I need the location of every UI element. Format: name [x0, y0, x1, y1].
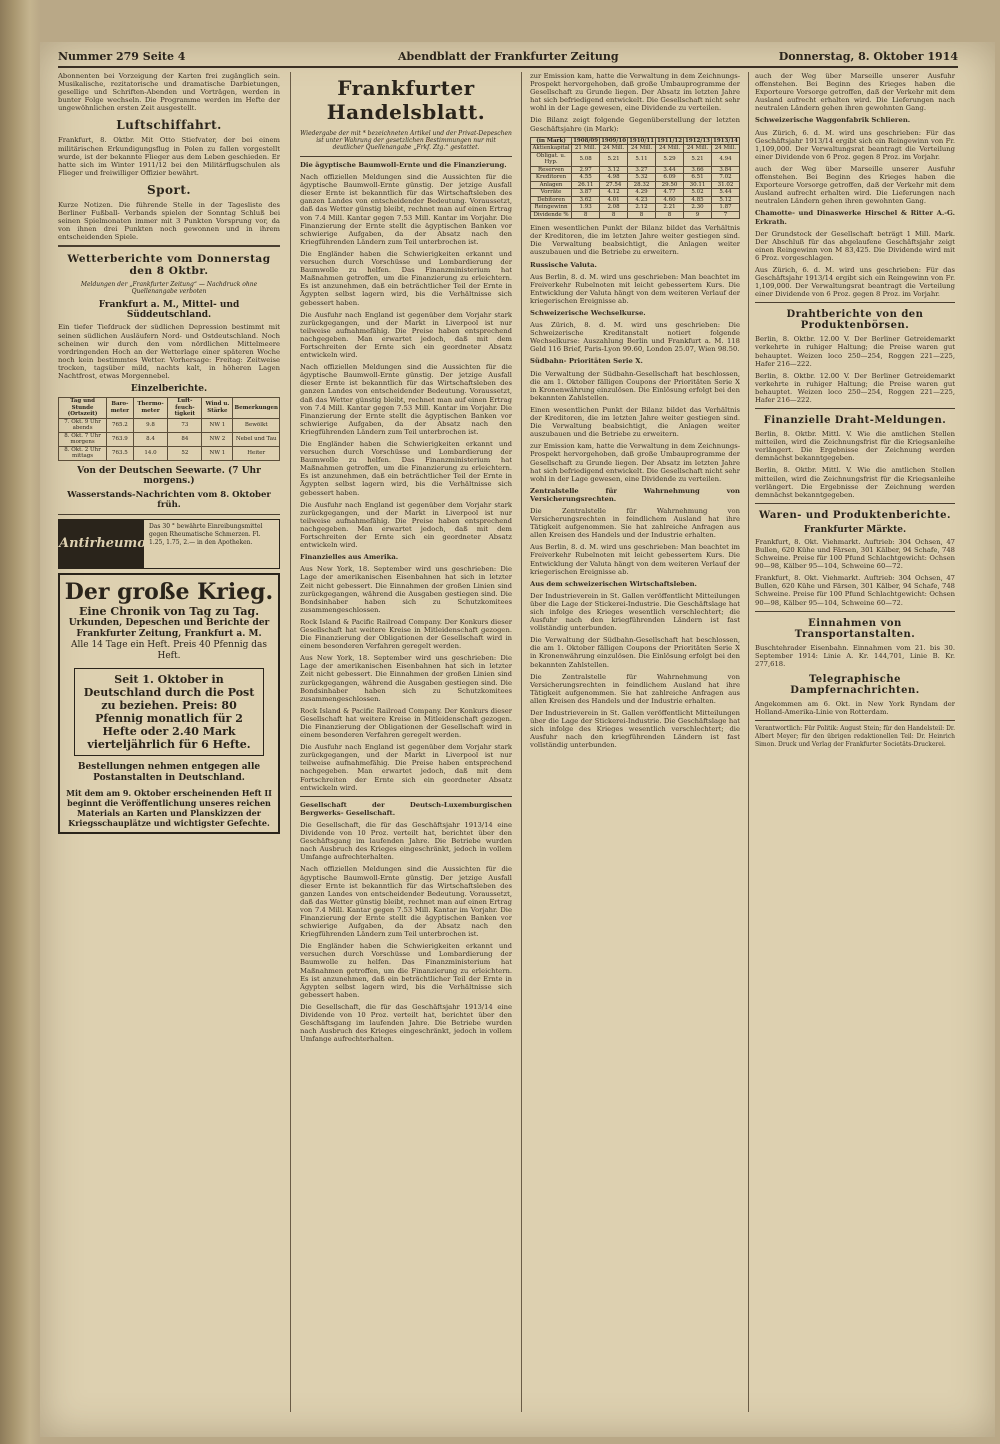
article-headline: Schweizerische Wechselkurse.: [530, 309, 646, 317]
table-cell: 26.11: [572, 181, 600, 189]
table-cell: 5.32: [628, 174, 656, 182]
article-text: Aus Berlin, 8. d. M. wird uns geschrieben: Man beachtet im Freiverkehr Rubelnoten mit leicht gebessertem Kurs. Die Entwicklung der Valuta hängt von dem weiteren Verlauf der kriegerischen Ereignisse ab.: [530, 543, 740, 576]
table-header: 1910/11: [629, 137, 655, 144]
table-cell: 9: [684, 211, 712, 219]
section-heading: Drahtberichte von den Produktenbörsen.: [786, 309, 924, 332]
table-header: 1909/10: [601, 137, 627, 144]
weather-region: Frankfurt a. M., Mittel- und Süddeutschland.: [98, 300, 240, 321]
section-heading: Sport.: [146, 182, 192, 197]
article-text: Aus Zürich, 6. d. M. wird uns geschrieben: Für das Geschäftsjahr 1913/14 ergibt sich ein Reingewinn von Fr. 1,109,000. Der Verwaltungsrat beantragt die Verteilung einer Dividende von 6 Proz. gegen 8 Proz. im Vorjahr.: [755, 265, 955, 299]
table-cell: 5.21: [684, 152, 712, 166]
table-cell: 9.8: [133, 418, 168, 432]
section-heading: Einnahmen von Transportanstalten.: [794, 617, 916, 640]
table-cell: 24 Mill.: [684, 145, 712, 153]
table-cell: 31.02: [712, 181, 740, 189]
book-advertisement: [58, 573, 280, 834]
article-text: Berlin, 8. Oktbr. Mittl. V. Wie die amtlichen Stellen mitteilen, wird die Zeichnungsfrist für die Kriegsanleihe verlängert. Die Ergebnisse der Zeichnung werden demnächst bekanntgegeben.: [755, 430, 955, 463]
divider: [755, 302, 955, 303]
table-cell: 8.4: [133, 432, 168, 446]
table-row: [531, 166, 740, 174]
article-text: Die Engländer haben die Schwierigkeiten erkannt und versuchen durch Vorschüsse und Lombardierung der Baumwolle zu helfen. Das Finanzministerium hat Maßnahmen getroffen, um die Finanzierung zu erleichtern. Es ist anzunehmen, daß ein beträchtlicher Teil der Ernte in Ägypten selbst lagern wird, bis die Verhältnisse sich gebessert haben.: [300, 942, 512, 999]
article-text: Kurze Notizen. Die führende Stelle in der Tagesliste des Berliner Fußball- Verbands spielen der Sonntag Schluß bei seinen Spielmonaten immer mit 3 Punkten Vorsprung vor, da von ihnen drei Punkten noch gewonnen und in ihrem entscheidenden Spiele.: [58, 200, 280, 242]
table-cell: 5.12: [712, 196, 740, 204]
article-text: zur Emission kam, hatte die Verwaltung in dem Zeichnungs-Prospekt hervorgehoben, daß große Umbauprogramme der Gesellschaft zu Grunde liegen. Der Absatz im letzten Jahre hat sich befriedigend entwickelt. Die Gesellschaft nicht sehr wohl in der Lage gewesen, eine Dividende zu verteilen.: [530, 442, 740, 483]
table-cell: Dividende %: [531, 211, 572, 219]
table-header: Bemerkungen: [233, 398, 280, 419]
article-text: Frankfurt, 8. Okt. Viehmarkt. Auftrieb: 304 Ochsen, 47 Bullen, 620 Kühe und Färsen, 301 Kälber, 94 Schafe, 748 Schweine. Preise für 100 Pfund Schlachtgewicht: Ochsen 90—98, Kälber 95—104, Schweine 60—72.: [755, 537, 955, 571]
article-text: auch der Weg über Marseille unserer Ausfuhr offenstehen. Bei Beginn des Krieges haben die Exporteure Vorsorge getroffen, daß der Verkehr mit dem Ausland aufrecht erhalten wird. Die Lieferungen nach neutralen Ländern gehen ihren gewohnten Gang.: [755, 164, 955, 206]
table-cell: 7: [712, 211, 740, 219]
ad-title: Der große Krieg.: [64, 578, 274, 605]
table-cell: 765.2: [107, 418, 133, 432]
article-text: Die Engländer haben die Schwierigkeiten erkannt und versuchen durch Vorschüsse und Lombardierung der Baumwolle zu helfen. Das Finanzministerium hat Maßnahmen getroffen, um die Finanzierung zu erleichtern. Es ist anzunehmen, daß ein beträchtlicher Teil der Ernte in Ägypten selbst lagern wird, bis die Verhältnisse sich gebessert haben.: [300, 249, 512, 307]
table-cell: 5.08: [572, 152, 600, 166]
imprint: Verantwortlich: Für Politik: August Stein; für den Handelsteil: Dr. Albert Meyer; für den übrigen redaktionellen Teil: Dr. Heinrich Simon. Druck und Verlag der Frankfurter Societäts-Druckerei.: [755, 725, 955, 749]
divider: [755, 720, 955, 721]
article-text: Die Ausfuhr nach England ist gegenüber dem Vorjahr stark zurückgegangen, und der Markt in Liverpool ist nur teilweise aufnahmefähig. Die Preise haben entsprechend nachgegeben. Man erwartet jedoch, daß mit dem Fortschreiten der Ernte sich ein geordneter Absatz entwickeln wird.: [300, 310, 512, 360]
table-cell: 8: [600, 211, 628, 219]
table-cell: 4.55: [572, 174, 600, 182]
masthead: [58, 50, 958, 66]
table-row: [531, 174, 740, 182]
table-cell: Reserven: [531, 166, 572, 174]
divider: [755, 503, 955, 504]
ad-brand: Antirheumol: [59, 520, 144, 568]
divider: [755, 611, 955, 612]
table-cell: 30.11: [684, 181, 712, 189]
table-row: [531, 196, 740, 204]
table-row: [531, 204, 740, 212]
article-text: Aus Zürich, 6. d. M. wird uns geschrieben: Für das Geschäftsjahr 1913/14 ergibt sich ein Reingewinn von Fr. 1,109,000. Der Verwaltungsrat beantragt die Verteilung einer Dividende von 6 Proz. gegen 8 Proz. im Vorjahr.: [755, 128, 955, 161]
article-text: Frankfurt, 8. Okt. Viehmarkt. Auftrieb: 304 Ochsen, 47 Bullen, 620 Kühe und Färsen, 301 Kälber, 94 Schafe, 748 Schweine. Preise für 100 Pfund Schlachtgewicht: Ochsen 90—98, Kälber 95—104, Schweine 60—72.: [755, 574, 955, 607]
table-cell: 4.23: [628, 196, 656, 204]
article-text: Nach offiziellen Meldungen sind die Aussichten für die ägyptische Baumwoll-Ernte günstig. Der jetzige Ausfall dieser Ernte ist bekanntlich für das Wirtschaftsleben des ganzen Landes von entscheidender Bedeutung. Voraussetzt, daß das Wetter günstig bleibt, rechnet man auf einen Ertrag von 7.4 Mill. Kantar gegen 7.53 Mill. Kantar im Vorjahr. Die Finanzierung der Ernte stellt die ägyptischen Banken vor schwierige Aufgaben, da der Absatz nach den Kriegführenden Ländern zum Teil unterbrochen ist.: [300, 363, 512, 436]
article-text: Die Bilanz zeigt folgende Gegenüberstellung der letzten Geschäftsjahre (in Mark):: [530, 116, 740, 133]
table-header: 1912/13: [685, 137, 711, 144]
table-cell: Vorräte: [531, 189, 572, 197]
table-cell: 2.30: [684, 204, 712, 212]
article-text: Aus New York, 18. September wird uns geschrieben: Die Lage der amerikanischen Eisenbahnen hat sich in letzter Zeit nicht gebessert. Die Einnahmen der großen Linien sind zurückgegangen, während die Ausgaben gestiegen sind. Die Bondsinhaber haben sich zu Schutzkomitees zusammengeschlossen.: [300, 565, 512, 614]
article-text: Die Verwaltung der Südbahn-Gesellschaft hat beschlossen, die am 1. Oktober fälligen Coupons der Prioritäten Serie X in Kronenwährung einzulösen. Die Einlösung erfolgt bei den bekannten Zahlstellen.: [530, 369, 740, 402]
article-text: Aus New York, 18. September wird uns geschrieben: Die Lage der amerikanischen Eisenbahnen hat sich in letzter Zeit nicht gebessert. Die Einnahmen der großen Linien sind zurückgegangen, während die Ausgaben gestiegen sind. Die Bondsinhaber haben sich zu Schutzkomitees zusammengeschlossen.: [300, 654, 512, 703]
table-cell: 3.62: [572, 196, 600, 204]
table-cell: Aktienkapital: [532, 145, 570, 152]
table-cell: Heiter: [233, 446, 280, 460]
article-text: Die Gesellschaft, die für das Geschäftsjahr 1913/14 eine Dividende von 10 Proz. verteilt hat, berichtet über den Geschäftsgang im laufenden Jahre. Die Betriebe wurden nach Ausbruch des Krieges eingeschränkt, jedoch in vollem Umfange aufrechterhalten.: [300, 1002, 512, 1044]
table-cell: 4.94: [712, 152, 740, 166]
table-header: Luft-feuch-tigkeit: [168, 398, 202, 419]
table-cell: 4.77: [656, 189, 684, 197]
table-cell: 52: [168, 446, 202, 460]
table-cell: 5.29: [656, 152, 684, 166]
table-cell: 4.98: [600, 174, 628, 182]
table-row: [59, 432, 280, 446]
table-cell: 21 Mill.: [572, 145, 600, 153]
weather-subtitle: Meldungen der „Frankfurter Zeitung“ — Nachdruck ohne Quellenangabe verboten: [80, 281, 258, 296]
table-cell: 2.21: [656, 204, 684, 212]
table-cell: 3.12: [600, 166, 628, 174]
table-cell: 3.66: [684, 166, 712, 174]
table-cell: Bewölkt: [233, 418, 280, 432]
table-cell: 3.44: [656, 166, 684, 174]
table-row: [59, 446, 280, 460]
table-cell: Reingewinn: [531, 204, 572, 212]
section-heading: Waren- und Produktenberichte.: [758, 509, 952, 521]
column-divider: [748, 72, 749, 1412]
table-cell: 763.5: [107, 446, 133, 460]
table-cell: Debitoren: [531, 196, 572, 204]
column-1: [58, 72, 280, 1412]
table-cell: NW 2: [202, 432, 233, 446]
divider: [755, 408, 955, 409]
table-cell: 6.09: [656, 174, 684, 182]
article-text: Nach offiziellen Meldungen sind die Aussichten für die ägyptische Baumwoll-Ernte günstig. Der jetzige Ausfall dieser Ernte ist bekanntlich für das Wirtschaftsleben des ganzen Landes von entscheidender Bedeutung. Voraussetzt, daß das Wetter günstig bleibt, rechnet man auf einen Ertrag von 7.4 Mill. Kantar gegen 7.53 Mill. Kantar im Vorjahr. Die Finanzierung der Ernte stellt die ägyptischen Banken vor schwierige Aufgaben, da der Absatz nach den Kriegführenden Ländern zum Teil unterbrochen ist.: [300, 173, 512, 246]
table-cell: 27.54: [600, 181, 628, 189]
article-text: Angekommen am 6. Okt. in New York Ryndam der Holland-Amerika-Linie von Rotterdam.: [755, 699, 955, 716]
table-cell: 4.29: [628, 189, 656, 197]
table-cell: 3.87: [572, 189, 600, 197]
table-cell: 24 Mill.: [656, 145, 684, 153]
article-text: Aus Zürich, 8. d. M. wird uns geschrieben: Die Schweizerische Kreditanstalt notiert folgende Wechselkurse: Auszahlung Berlin und Frankfurt a. M. 118 Geld 116 Brief, Paris-Lyon 99.60, London 25.07, Wien 98.50.: [530, 321, 740, 354]
table-header: Wind u. Stärke: [202, 398, 233, 419]
table-cell: Obligat. u. Hyp.: [531, 152, 572, 166]
table-cell: 2.08: [600, 204, 628, 212]
subsection-heading: Frankfurter Märkte.: [803, 524, 907, 535]
table-cell: Kreditoren: [531, 174, 572, 182]
masthead-rule: [58, 66, 958, 68]
divider: [300, 796, 512, 797]
table-row: [531, 189, 740, 197]
table-cell: 29.50: [656, 181, 684, 189]
page-binding: [0, 0, 40, 1444]
article-text: Einen wesentlichen Punkt der Bilanz bildet das Verhältnis der Kreditoren, die im letzten Jahre weiter gestiegen sind. Die Verwaltung beabsichtigt, die Anlagen weiter auszubauen und die Betriebe zu erweitern.: [530, 224, 740, 257]
weather-table: [58, 397, 280, 461]
article-headline: Aus dem schweizerischen Wirtschaftsleben.: [530, 579, 697, 588]
newspaper-title: Abendblatt der Frankfurter Zeitung: [398, 50, 619, 63]
column-3: [530, 72, 740, 1412]
column-divider: [521, 72, 522, 1412]
table-header: Thermo-meter: [133, 398, 168, 419]
article-text: Berlin, 8. Oktbr. 12.00 V. Der Berliner Getreidemarkt verkehrte in ruhiger Haltung; die Preise waren gut behauptet. Weizen loco 250—254, Roggen 221—225, Hafer 216—222.: [755, 335, 955, 368]
table-cell: 5.21: [600, 152, 628, 166]
table-cell: 1.93: [572, 204, 600, 212]
table-cell: 4.60: [656, 196, 684, 204]
table-cell: 1.87: [712, 204, 740, 212]
article-text: Berlin, 8. Oktbr. Mittl. V. Wie die amtlichen Stellen mitteilen, wird die Zeichnungsfrist für die Kriegsanleihe verlängert. Die Ergebnisse der Zeichnung werden demnächst bekanntgegeben.: [755, 466, 955, 499]
divider: [58, 245, 280, 247]
article-text: Aus Berlin, 8. d. M. wird uns geschrieben: Man beachtet im Freiverkehr Rubelnoten mit leicht gebessertem Kurs. Die Entwicklung der Valuta hängt von dem weiteren Verlauf der kriegerischen Ereignisse ab.: [530, 272, 740, 305]
table-cell: 8: [628, 211, 656, 219]
table-header: (in Mark): [531, 137, 572, 145]
article-text: zur Emission kam, hatte die Verwaltung in dem Zeichnungs-Prospekt hervorgehoben, daß große Umbauprogramme der Gesellschaft zu Grunde liegen. Der Absatz im letzten Jahre hat sich befriedigend entwickelt. Die Gesellschaft nicht sehr wohl in der Lage gewesen, eine Dividende zu verteilen.: [530, 72, 740, 113]
table-row: [531, 152, 740, 166]
divider: [300, 156, 512, 157]
table-cell: 84: [168, 432, 202, 446]
article-text: Abonnenten bei Vorzeigung der Karten frei zugänglich sein. Musikalische, rezitatorische und dramatische Darbietungen, gesellige und Schriften-Abenden und Vorträgen, werden in bunter Folge wechseln. Die Programme werden im Hefte der ungewöhnlichen ersten Zeit ausgestellt.: [58, 72, 280, 113]
table-cell: 4.01: [600, 196, 628, 204]
article-text: Die Zentralstelle für Wahrnehmung von Versicherungsrechten in feindlichem Ausland hat ihre Tätigkeit aufgenommen. Sie hat zahlreiche Anfragen aus allen Kreisen des Handels und der Industrie erhalten.: [530, 506, 740, 540]
section-heading: Luftschiffahrt.: [116, 118, 222, 133]
article-text: Die Ausfuhr nach England ist gegenüber dem Vorjahr stark zurückgegangen, und der Markt in Liverpool ist nur teilweise aufnahmefähig. Die Preise haben entsprechend nachgegeben. Man erwartet jedoch, daß mit dem Fortschreiten der Ernte sich ein geordneter Absatz entwickeln wird.: [300, 500, 512, 550]
article-text: Nach offiziellen Meldungen sind die Aussichten für die ägyptische Baumwoll-Ernte günstig. Der jetzige Ausfall dieser Ernte ist bekanntlich für das Wirtschaftsleben des ganzen Landes von entscheidender Bedeutung. Voraussetzt, daß das Wetter günstig bleibt, rechnet man auf einen Ertrag von 7.4 Mill. Kantar gegen 7.53 Mill. Kantar im Vorjahr. Die Finanzierung der Ernte stellt die ägyptischen Banken vor schwierige Aufgaben, da der Absatz nach den Kriegführenden Ländern zum Teil unterbrochen ist.: [300, 865, 512, 939]
article-text: Einen wesentlichen Punkt der Bilanz bildet das Verhältnis der Kreditoren, die im letzten Jahre weiter gestiegen sind. Die Verwaltung beabsichtigt, die Anlagen weiter auszubauen und die Betriebe zu erweitern.: [530, 405, 740, 439]
table-cell: Anlagen: [531, 181, 572, 189]
page-number: Nummer 279 Seite 4: [58, 50, 186, 63]
section-heading: Telegraphische Dampfernachrichten.: [790, 673, 920, 696]
table-row: [531, 145, 740, 153]
table-cell: 28.32: [628, 181, 656, 189]
article-text: Rock Island & Pacific Railroad Company. Der Konkurs dieser Gesellschaft hat weitere Kreise in Mitleidenschaft gezogen. Die Finanzierung der Obligationen der Gesellschaft wird in einem besonderen Verfahren geregelt werden.: [300, 706, 512, 740]
article-text: Der Industrieverein in St. Gallen veröffentlicht Mitteilungen über die Lage der Stickerei-Industrie. Die Geschäftslage hat sich infolge des Krieges wesentlich verschlechtert; die Ausfuhr nach den kriegführenden Ländern ist fast vollständig unterbunden.: [530, 709, 740, 750]
table-cell: 2.12: [628, 204, 656, 212]
weather-heading: Wetterberichte vom Donnerstag den 8 Oktbr.: [67, 253, 271, 278]
ad-price: Alle 14 Tage ein Heft. Preis 40 Pfennig das Heft.: [71, 639, 267, 661]
table-cell: 7. Okt. 9 Uhr abends: [59, 418, 107, 432]
table-header: 1908/09: [573, 137, 599, 144]
column-divider: [290, 72, 291, 1412]
table-cell: 5.44: [712, 189, 740, 197]
table-cell: 7.02: [712, 174, 740, 182]
article-headline: Schweizerische Waggonfabrik Schlieren.: [755, 116, 911, 125]
table-cell: 2.97: [572, 166, 600, 174]
article-text: Berlin, 8. Oktbr. 12.00 V. Der Berliner Getreidemarkt verkehrte in ruhiger Haltung; die Preise waren gut behauptet. Weizen loco 250—254, Roggen 221—225, Hafer 216—222.: [755, 371, 955, 404]
issue-date: Donnerstag, 8. Oktober 1914: [778, 50, 958, 63]
article-headline: Die ägyptische Baumwoll-Ernte und die Finanzierung.: [300, 161, 507, 169]
table-cell: 3.27: [628, 166, 656, 174]
article-headline: Finanzielles aus Amerika.: [300, 553, 399, 562]
column-4: [755, 72, 955, 1412]
article-text: Buschtehrader Eisenbahn. Einnahmen vom 21. bis 30. September 1914: Linie A. Kr. 144,701, Linie B. Kr. 277,618.: [755, 643, 955, 668]
article-text: Der Grundstock der Gesellschaft beträgt 1 Mill. Mark. Der Abschluß für das abgelaufene Geschäftsjahr zeigt einen Reingewinn von M 83,425. Die Dividende wird mit 6 Proz. vorgeschlagen.: [755, 229, 955, 262]
table-cell: 3.84: [712, 166, 740, 174]
article-text: Die Engländer haben die Schwierigkeiten erkannt und versuchen durch Vorschüsse und Lombardierung der Baumwolle zu helfen. Das Finanzministerium hat Maßnahmen getroffen, um die Finanzierung zu erleichtern. Es ist anzunehmen, daß ein beträchtlicher Teil der Ernte in Ägypten selbst lagern wird, bis die Verhältnisse sich gebessert haben.: [300, 440, 512, 497]
table-cell: NW 1: [202, 446, 233, 460]
section-heading: Finanzielle Draht-Meldungen.: [763, 415, 947, 427]
table-cell: 8. Okt. 2 Uhr mittags: [59, 446, 107, 460]
table-header: 1911/12: [657, 137, 683, 144]
table-row: [531, 181, 740, 189]
balance-table: [530, 137, 740, 220]
article-text: Der Industrieverein in St. Gallen veröffentlicht Mitteilungen über die Lage der Stickerei-Industrie. Die Geschäftslage hat sich infolge des Krieges wesentlich verschlechtert; die Ausfuhr nach den kriegführenden Ländern ist fast vollständig unterbunden.: [530, 591, 740, 633]
table-cell: 8: [572, 211, 600, 219]
table-cell: 8: [656, 211, 684, 219]
divider: [58, 514, 280, 515]
table-cell: 24 Mill.: [600, 145, 628, 153]
ad-subscription-box: Seit 1. Oktober in Deutschland durch die Post zu beziehen. Preis: 80 Pfennig monatlich für 2 Hefte oder 2.40 Mark vierteljährlich für 6 Hefte.: [74, 668, 264, 756]
table-row: [531, 211, 740, 219]
ad-subtitle: Eine Chronik von Tag zu Tag.: [78, 604, 260, 618]
article-text: Die Zentralstelle für Wahrnehmung von Versicherungsrechten in feindlichem Ausland hat ihre Tätigkeit aufgenommen. Sie hat zahlreiche Anfragen aus allen Kreisen des Handels und der Industrie erhalten.: [530, 672, 740, 705]
article-text: auch der Weg über Marseille unserer Ausfuhr offenstehen. Bei Beginn des Krieges haben die Exporteure Vorsorge getroffen, daß der Verkehr mit dem Ausland aufrecht erhalten wird. Die Lieferungen nach neutralen Ländern gehen ihren gewohnten Gang.: [755, 72, 955, 113]
article-headline: Gesellschaft der Deutsch-Luxemburgischen Bergwerks- Gesellschaft.: [300, 800, 512, 817]
table-header: Baro-meter: [107, 398, 133, 419]
table-cell: 73: [168, 418, 202, 432]
table-cell: 8. Okt. 7 Uhr morgens: [59, 432, 107, 446]
sea-report-heading: Von der Deutschen Seewarte. (7 Uhr morgens.): [77, 465, 261, 486]
article-text: Die Verwaltung der Südbahn-Gesellschaft hat beschlossen, die am 1. Oktober fälligen Coupons der Prioritäten Serie X in Kronenwährung einzulösen. Die Einlösung erfolgt bei den bekannten Zahlstellen.: [530, 636, 740, 669]
article-text: Frankfurt, 8. Oktbr. Mit Otto Stiefvater, der bei einem militärischen Erkundigungsflug in Polen zu fallen vorgestellt wurde, ist der bekannte Flieger aus dem Leben geschieden. Er hatte sich im Winter 1911/12 bei den Militärflugschulen als Flieger und freiwilliger Offizier bewährt.: [58, 136, 280, 177]
table-cell: 5.02: [684, 189, 712, 197]
section-notice: Wiedergabe der mit * bezeichneten Artikel und der Privat-Depeschen ist unter Wahrung der gesetzlichen Bestimmungen nur mit deutlicher Quellenangabe „Frkf. Ztg.“ gestattet.: [300, 130, 512, 151]
article-headline: Südbahn- Prioritäten Serie X.: [530, 357, 643, 366]
section-title: Frankfurter Handelsblatt.: [326, 76, 486, 124]
table-header: Tag und Stunde (Ortszeit): [59, 398, 107, 419]
article-headline: Chamotte- und Dinaswerke Hirschel & Ritter A.-G. Erkrath.: [755, 209, 955, 226]
table-row: [59, 418, 280, 432]
antirheumol-ad: [58, 519, 280, 569]
table-cell: 24 Mill.: [712, 145, 740, 153]
table-cell: 24 Mill.: [628, 145, 656, 153]
article-headline: Zentralstelle für Wahrnehmung von Versicherungsrechten.: [530, 486, 740, 503]
column-2: [300, 72, 512, 1412]
table-cell: 14.0: [133, 446, 168, 460]
ad-text: Das 30 ° bewährte Einreibungsmittel gegen Rheumatische Schmerzen. Fl. 1.25, 1.75, 2.— in den Apotheken.: [149, 522, 263, 546]
table-cell: Nebel und Tau: [233, 432, 280, 446]
table-cell: 4.85: [684, 196, 712, 204]
table-cell: 6.51: [684, 174, 712, 182]
ad-text: Urkunden, Depeschen und Berichte der Frankfurter Zeitung, Frankfurt a. M.: [68, 617, 270, 639]
article-text: Rock Island & Pacific Railroad Company. Der Konkurs dieser Gesellschaft hat weitere Kreise in Mitleidenschaft gezogen. Die Finanzierung der Obligationen der Gesellschaft wird in einem besonderen Verfahren geregelt werden.: [300, 617, 512, 651]
table-cell: 4.12: [600, 189, 628, 197]
table-cell: NW 1: [202, 418, 233, 432]
article-headline: Russische Valuta.: [530, 260, 597, 269]
article-text: Die Ausfuhr nach England ist gegenüber dem Vorjahr stark zurückgegangen, und der Markt in Liverpool ist nur teilweise aufnahmefähig. Die Preise haben entsprechend nachgegeben. Man erwartet jedoch, daß mit dem Fortschreiten der Ernte sich ein geordneter Absatz entwickeln wird.: [300, 743, 512, 792]
table-cell: 763.9: [107, 432, 133, 446]
table-title: Einzelberichte.: [130, 384, 208, 395]
ad-footer-note: Mit dem am 9. Oktober erscheinenden Heft II beginnt die Veröffentlichung unseres reichen Materials an Karten und Planskizzen der Kriegsschauplätze und wichtigster Gefechte.: [66, 787, 272, 828]
ad-footer: Bestellungen nehmen entgegen alle Postanstalten in Deutschland.: [77, 761, 261, 783]
table-header: 1913/14: [713, 137, 738, 144]
water-levels-heading: Wasserstands-Nachrichten vom 8. Oktober früh.: [67, 489, 271, 510]
article-text: Die Gesellschaft, die für das Geschäftsjahr 1913/14 eine Dividende von 10 Proz. verteilt hat, berichtet über den Geschäftsgang im laufenden Jahre. Die Betriebe wurden nach Ausbruch des Krieges eingeschränkt, jedoch in vollem Umfange aufrechterhalten.: [300, 820, 512, 862]
weather-text: Ein tiefer Tiefdruck der südlichen Depression bestimmt mit seinen südlichen Ausläufern Nord- und Ostdeutschland. Noch scheinen wir durch den vom nördlichen Mittelmeere vordringenden Hoch an der Wetterlage einer späteren Woche noch kein bestimmtes Wetter. Vorhersage: Freitag: Zeitweise trocken, tagsüber mild, nachts kalt, in höheren Lagen Nachtfrost, etwas Morgennebel.: [58, 323, 280, 380]
table-cell: 5.11: [628, 152, 656, 166]
